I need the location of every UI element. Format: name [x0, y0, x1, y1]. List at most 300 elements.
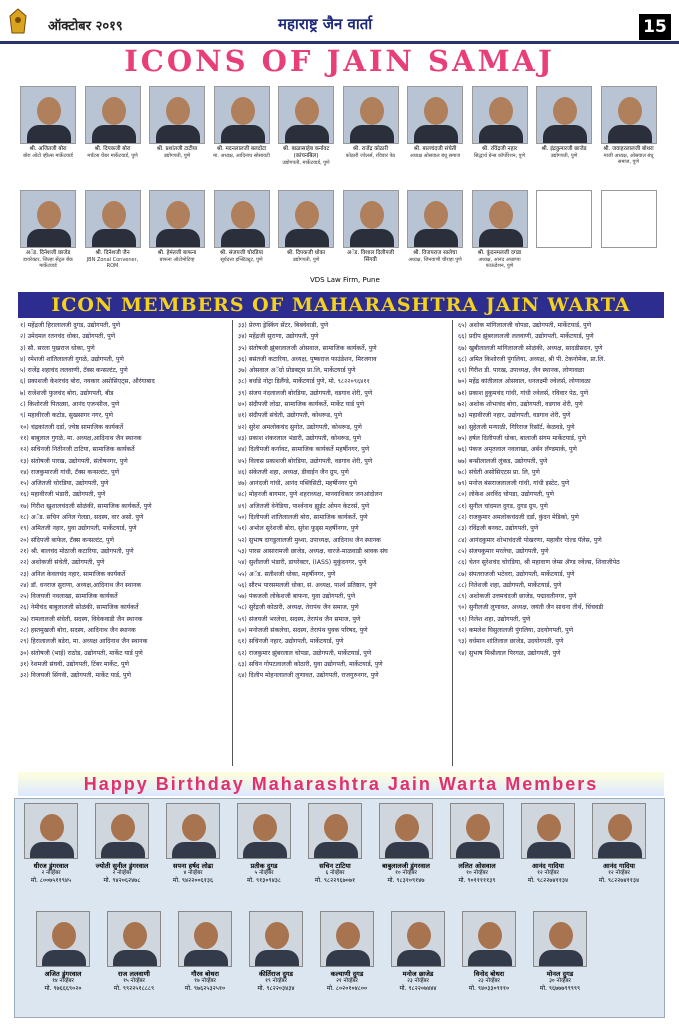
issue-date: ऑक्टोबर २०१९	[48, 19, 123, 34]
member-entry: २४) डॉ. धनराज सुराणा, अध्यक्ष,आदिनाथ जैन स्थानक	[20, 581, 142, 589]
portrait-photo	[36, 911, 90, 967]
member-name: ललित ओसवाल	[458, 862, 496, 870]
person-description: मर्चंटस चेंबर मार्केटयार्ड, पुणे	[87, 153, 138, 159]
member-entry: ३५) संतोषजी झुंबरलालजी ओसवाल, सामाजिक कार्यकर्ते, पुणे	[238, 344, 377, 352]
portrait-body	[414, 125, 458, 144]
portrait-body	[350, 125, 394, 144]
icon-person	[405, 190, 465, 263]
mobile-number: मो. ९८३१०९१४७	[387, 877, 425, 884]
portrait-photo	[85, 86, 141, 144]
portrait-body	[326, 950, 370, 967]
blank-photo	[536, 190, 592, 248]
birthday-date: २३ नोव्हेंबर	[407, 978, 429, 984]
portrait-photo	[379, 803, 433, 859]
portrait-photo	[521, 803, 575, 859]
icon-person	[599, 86, 659, 165]
portrait-photo	[85, 190, 141, 248]
portrait-photo	[24, 803, 78, 859]
portrait-photo	[278, 86, 334, 144]
member-entry: ७६) पंकज अमृतलाल नवलाखा, अर्बन लॅण्डमार्क, पुणे	[458, 446, 577, 454]
member-name: गौरव बोथरा	[191, 970, 219, 978]
member-entry: ५८) सुरेंद्रजी कोठारी, अध्यक्ष, तेरापंथ जैन समाज, पुणे	[238, 604, 359, 612]
portrait-head	[295, 97, 319, 125]
birthday-date: १७ नोव्हेंबर	[194, 978, 216, 984]
portrait-head	[360, 97, 384, 125]
empty-photo-slot	[534, 190, 594, 248]
portrait-photo	[178, 911, 232, 967]
member-entry: ८३) रविंद्रजी बनवट, उद्योगपती, पुणे	[458, 525, 539, 533]
member-entry: ७) राजेशजी फुलचंद बोरा, उद्योगपती, बीड	[20, 389, 114, 397]
portrait-photo	[407, 86, 463, 144]
member-name: सचिन टाटिया	[319, 862, 351, 870]
person-description: कोठारी ज्वेलर्स, रविवार पेठ	[345, 153, 396, 159]
member-entry: ६८) अमित किशोरजी पुंगलिया, अध्यक्ष, श्री पी. टेकनोमेक, प्रा.लि.	[458, 355, 606, 363]
member-entry: ९३) वर्धमान शांतिलाल छाजेड, उदयोगपती, पुणे	[458, 638, 564, 646]
member-entry: ३९) संजय नंदलालजी बोरडिया, उद्योगपती, वडगाव शेरी, पुणे	[238, 389, 373, 397]
portrait-body	[184, 950, 228, 967]
empty-photo-slot	[599, 190, 659, 248]
member-name: सपना हर्षद लोढा	[173, 862, 213, 870]
member-entry: २६) नेमीचंद बाबुलालजी सोळंकी, सामाजिक कार्यकर्ते	[20, 604, 139, 612]
portrait-head	[166, 201, 190, 229]
member-entry: ७९) मनोज बंसराजलालजी गांधी, गांधी इस्टेट, पुणे	[458, 480, 570, 488]
birthday-date: १२ नोव्हेंबर	[537, 870, 559, 876]
page-number: 15	[639, 14, 671, 40]
icon-person	[212, 86, 272, 159]
portrait-body	[314, 842, 358, 859]
icon-person	[534, 86, 594, 159]
member-entry: ५०) दिलीपजी शांतिलालजी बोरा, सामाजिक कार्यकर्ते, पुणे	[238, 514, 368, 522]
member-entry: ५४) सुशीलजी भंडारी, डायरेक्टर, (IASS) मुकुंदनगर, पुणे	[238, 559, 367, 567]
member-entry: २) उमेदमल रतनचंद धोका, उद्योगपती, पुणे	[20, 333, 116, 341]
jain-emblem-icon	[6, 8, 30, 34]
portrait-body	[113, 950, 157, 967]
member-entry: ३२) विजयजी सिंगवी, उद्योगपती, मार्केट यार्ड, पुणे	[20, 672, 131, 680]
member-entry: १७) गिरीश खुशालचंदजी सोळंकी, सामाजिक कार्यकर्ते, पुणे	[20, 502, 152, 510]
member-entry: ६६) प्रदीप झुंबरलालजी ललवाणी, उद्योगपती, मार्केटयार्ड, पुणे	[458, 333, 594, 341]
member-entry: ७२) अशोक शोभाचंद बोरा, उद्योगपती, वडगाव शेरी, पुणे	[458, 401, 583, 409]
member-entry: ९) महावीरजी कटोड, सुखसागर नगर, पुणे	[20, 412, 114, 420]
member-name: आनंद गादिया	[532, 862, 564, 870]
birthday-date: १९ नोव्हेंबर	[265, 978, 287, 984]
member-name: मनोज छाजेड	[402, 970, 434, 978]
portrait-photo	[343, 190, 399, 248]
portrait-body	[255, 950, 299, 967]
person-name: अॅड. विशाल दिलीपजी सिंगवी	[346, 250, 395, 263]
portrait-photo	[391, 911, 445, 967]
member-entry: ८७) संपतराजजी भटेवरा, उद्योगपती, मार्केटयार्ड, पुणे	[458, 570, 575, 578]
portrait-photo	[450, 803, 504, 859]
icon-person	[18, 190, 78, 269]
portrait-photo	[249, 911, 303, 967]
member-name: कीर्तिराज दुगड	[258, 970, 294, 978]
icon-person	[83, 86, 143, 159]
member-entry: ८०) लोकेश अरविंद चोपडा, उद्योगपती, पुणे	[458, 491, 554, 499]
member-name: विनोद बोथरा	[473, 970, 505, 978]
birthday-member	[159, 803, 227, 885]
portrait-photo	[20, 86, 76, 144]
members-column-3	[458, 320, 672, 659]
portrait-body	[156, 125, 200, 144]
portrait-body	[172, 842, 216, 859]
member-name: कल्याणी दुगड	[330, 970, 364, 978]
member-entry: ४२) सुरेश अमलोकचंद सुनोत, उद्योगपती, कोथरूड, पुणे	[238, 423, 362, 431]
birthday-member	[514, 803, 582, 885]
member-entry: ११) बाबुलाल गुगळे, मा. अध्यक्ष,आदिनाथ जैन स्थानक	[20, 434, 142, 442]
vds-caption: VDS Law Firm, Pune	[310, 276, 380, 284]
portrait-body	[527, 842, 571, 859]
member-entry: ६५) अशोक मांगिलालजी चोपडा, उद्योगपती, मार्केटयार्ड, पुणे	[458, 322, 592, 329]
birthday-date: २३ नोव्हेंबर	[478, 978, 500, 984]
person-name: श्री. प्रशांतजी टाटीया	[156, 146, 198, 152]
portrait-body	[456, 842, 500, 859]
member-entry: १३) संतोषजी पारख, उद्योगपती, संतोषनगर, पुणे	[20, 457, 128, 465]
person-description: अध्यक्ष ओसवाल बंधू समाज	[409, 153, 461, 159]
portrait-head	[407, 922, 431, 949]
member-entry: २२) अशोकजी संचेती, उद्योगपती, पुणे	[20, 559, 105, 567]
person-name: श्री. इंद्रकुमारजी छाजेड	[541, 146, 587, 152]
member-entry: ९०) सुनीलजी लुणावत, अध्यक्ष, जयंती जैन साधना तीर्थ, चिंचवडी	[458, 604, 604, 612]
mobile-number: मो. ९८२२०७४४४	[399, 985, 437, 992]
birthday-member	[242, 911, 310, 993]
member-entry: १९) अमितजी नहार, युवा उद्योगपती, मार्केटयार्ड, पुणे	[20, 525, 137, 533]
portrait-body	[30, 842, 74, 859]
member-entry: ४८) मोहनजी बागमार, पुणे शहराध्यक्ष, मानवाधिकार जनआंदोलन	[238, 491, 383, 499]
birthday-member	[171, 911, 239, 993]
birthday-date: ३० नोव्हेंबर	[549, 978, 571, 984]
portrait-head	[478, 922, 502, 949]
portrait-head	[231, 97, 255, 125]
birthday-member	[372, 803, 440, 885]
member-name: अजित डुंगरवाल	[44, 970, 82, 978]
portrait-photo	[536, 86, 592, 144]
icon-person	[470, 190, 530, 269]
member-entry: ७१) प्रकाश हुकुमचंद गांधी, गांधी ज्वेलर्स, रविवार पेठ, पुणे	[458, 389, 589, 397]
birthday-member	[443, 803, 511, 885]
person-name: श्री. मदनलालजी बलदोटा	[216, 146, 267, 152]
birthday-date: १० नोव्हेंबर	[395, 870, 417, 876]
member-entry: ६१) सचिनजी नहार, उद्योगपती, मार्केटयार्ड, पुणे	[238, 638, 344, 646]
icon-person	[147, 190, 207, 263]
person-name: श्री. कुंदनमलजी दगडा	[477, 250, 522, 256]
portrait-body	[479, 229, 523, 248]
member-entry: २७) रामलालजी संचेती, सदस्य, विवेकवाडी जैन स्थानक	[20, 615, 143, 623]
member-entry: ८८) नितेशजी शहा, उद्योगपती, मार्केटयार्ड, पुणे	[458, 581, 562, 589]
portrait-body	[27, 229, 71, 248]
portrait-head	[253, 814, 277, 841]
member-entry: ३) सौ. सरला पुखराज धोका, पुणे	[20, 344, 95, 352]
portrait-photo	[166, 803, 220, 859]
portrait-head	[182, 814, 206, 841]
portrait-body	[385, 842, 429, 859]
member-entry: १) महेंद्रजी हिरालालजी दुगड, उद्योगपती, पुणे	[20, 322, 121, 329]
members-heading: ICON MEMBERS OF MAHARASHTRA JAIN WARTA	[18, 292, 664, 318]
icon-person	[341, 190, 401, 264]
portrait-head	[194, 922, 218, 949]
portrait-photo	[308, 803, 362, 859]
member-entry: ४) रमेशजी शांतिलालजी गुगळे, उद्योगपती, पुणे	[20, 355, 124, 363]
person-description: बाफना ऑटोमोटिव्ह	[159, 257, 195, 263]
mobile-number: मो. ८००७५११९४५	[30, 877, 72, 884]
member-entry: ७४) सुहेलजी मन्याळी, गिरिराज रिसॉर्ट, केळवडे, पुणे	[458, 423, 575, 431]
portrait-body	[285, 229, 329, 248]
portrait-head	[489, 97, 513, 125]
portrait-body	[101, 842, 145, 859]
member-entry: १६) महावीरजी भंडारी, उद्योगपती, पुणे	[20, 491, 106, 499]
mobile-number: मो. ९४०३३०९११०	[468, 985, 510, 992]
member-entry: ६०) मनोजजी संकलेचा, सदस्य, तेरापंथ युवक परिषद, पुणे	[238, 627, 368, 635]
member-name: मोनल दुगड	[546, 970, 574, 978]
person-name: श्री. दिपकजी बोरा	[94, 146, 131, 152]
mobile-number: मो. ९७६२५३२५१०	[184, 985, 226, 992]
member-entry: ३४) महेंद्रजी सुराणा, उद्योगपती, पुणे	[238, 333, 319, 341]
portrait-body	[27, 125, 71, 144]
member-entry: ४४) दिलीपजी कर्नावट, सामाजिक कार्यकर्ते महर्षीनगर, पुणे	[238, 446, 370, 454]
member-entry: ९२) कमलेश घिसुलालजी पुंगलिया, उदयोगपती, पुणे	[458, 627, 574, 635]
member-entry: ३७) ओसवाल अॅग्रो प्रोडक्ट्स प्रा.लि, मार्केटयार्ड पुणे	[238, 367, 356, 375]
member-entry: ९१) निलेश शहा, उद्योगपती, पुणे	[458, 615, 531, 623]
person-name: श्री. अजितजी बोरा	[29, 146, 67, 152]
portrait-body	[468, 950, 512, 967]
person-name: अॅड. दिनेशजी छाजेड	[25, 250, 71, 256]
portrait-head	[52, 922, 76, 949]
portrait-photo	[20, 190, 76, 248]
birthday-member	[585, 803, 653, 885]
portrait-body	[92, 125, 136, 144]
portrait-body	[92, 229, 136, 248]
icons-grid	[18, 86, 664, 292]
member-entry: ८) किशोरजी पितळ्या, आनंद एजन्सीज, पुणे	[20, 401, 120, 409]
person-name: श्री. जवाहरलालजी बोथरा	[603, 146, 654, 152]
portrait-head	[295, 201, 319, 229]
portrait-photo	[214, 190, 270, 248]
person-description: उद्योगपती, मार्केटयार्ड, पुणे	[282, 160, 330, 166]
portrait-body	[243, 842, 287, 859]
icon-person	[276, 190, 336, 263]
member-name: आनंद गादिया	[603, 862, 635, 870]
portrait-head	[102, 201, 126, 229]
person-name: श्री. राजेंद्र कोठारी	[352, 146, 389, 152]
publication-title: महाराष्ट्र जैन वार्ता	[278, 15, 373, 33]
portrait-body	[350, 229, 394, 248]
portrait-photo	[107, 911, 161, 967]
member-entry: ४१) संदीपजी संचेती, उद्योगपती, कोथरूड, पुणे	[238, 412, 343, 420]
portrait-head	[166, 97, 190, 125]
person-description: बोरा ओटो व्हील्स मार्केटयार्ड	[23, 153, 73, 159]
birthday-date: २ नोव्हेंबर	[41, 870, 61, 876]
member-entry: २०) संदिपजी बाफेल, टॅक्स कन्सल्टंट, पुणे	[20, 536, 114, 544]
person-name: श्री. बालचंदजी संचेती	[413, 146, 457, 152]
person-description: JBN Zonal Convener, ROM	[86, 257, 139, 269]
birthday-date: ६ नोव्हेंबर	[325, 870, 345, 876]
portrait-body	[285, 125, 329, 144]
member-entry: २५) विजयजी नवलाखा, सामाजिक कार्यकर्ते	[20, 593, 118, 601]
column-divider	[452, 320, 453, 766]
member-name: बाबुलालजी डुंगरवाल	[382, 862, 430, 870]
mobile-number: मो. ९८२२९६७०७१	[314, 877, 356, 884]
person-name: श्री. बाळासाहेब कर्नावट (कांचनबिल)	[282, 146, 330, 159]
member-entry: ६४) दिलीप मोहनलालजी लुणावत, उद्योगपती, राजगुरुनगर, पुणे	[238, 672, 379, 680]
person-name: श्री. विजयराज सालेचा	[413, 250, 457, 256]
person-description: सिद्धार्थ ग्रेन्स कॉर्पोरेशन, पुणे	[473, 153, 526, 159]
birthday-member	[88, 803, 156, 885]
person-description: उद्योगपती, पुणे	[292, 257, 320, 263]
member-entry: ७३) महावीरजी नहार, उद्योगपती, वडगाव शेरी, पुणे	[458, 412, 571, 420]
portrait-head	[489, 201, 513, 229]
portrait-body	[221, 125, 265, 144]
member-entry: ७०) महेंद्र कांतीलाल ओसवाल, धनलक्ष्मी ज्वेलर्स, लोणावळा	[458, 378, 591, 386]
member-entry: १०) चंद्रकांतजी दर्डा, ज्येष्ठ सामाजिक कार्यकर्ते	[20, 423, 124, 431]
mobile-number: मो. ९९२२५१८८८९	[113, 985, 155, 992]
member-entry: ५३) पारस आसारामजी छाजेड, अध्यक्ष, वारजे-माळवाडी श्रावक संघ	[238, 547, 388, 555]
member-entry: २८) हस्तमुखजी बोरा, सदस्य, आदिनाथ जैन स्थानक	[20, 627, 136, 635]
member-entry: ८५) संजयकुमार मरलेचा, उद्योगपती, पुणे	[458, 547, 549, 555]
member-name: राज ललवाणी	[118, 970, 150, 978]
member-entry: २९) हिरालालजी बडेरा, मा. अध्यक्ष आदिनाथ जैन स्थानक	[20, 638, 148, 646]
birthday-member	[313, 911, 381, 993]
portrait-photo	[533, 911, 587, 967]
mobile-number: मो. ९८२२०३४३४	[257, 985, 295, 992]
page-header	[0, 0, 679, 44]
member-entry: १५) अजितजी चोरडिया, उद्योगपती, पुणे	[20, 480, 109, 488]
portrait-head	[608, 814, 632, 841]
portrait-body	[608, 125, 652, 144]
member-entry: ३६) बसंतजी कटारिया, अध्यक्ष, पुष्कराज फाउंडेशन, मिरजगाव	[238, 355, 377, 363]
member-entry: ७८) संचेती असोसिएटस प्रा. लि, पुणे	[458, 468, 540, 476]
members-column-1	[20, 320, 234, 682]
birthday-date: २१ नोव्हेंबर	[336, 978, 358, 984]
portrait-head	[553, 97, 577, 125]
person-description: उद्योगपती, पुणे	[550, 153, 578, 159]
birthday-member	[455, 911, 523, 993]
member-entry: ४९) अजितजी वेनेडिया, पार्श्वनाथ ह्युईट ओपन केटरर्स, पुणे	[238, 502, 370, 510]
member-name: धीरज डुंगरवाल	[33, 862, 69, 870]
portrait-photo	[601, 86, 657, 144]
member-entry: ८४) आनंदकुमार शोभाचंदजी पोखरणा, महावीर गोल्ड पॅलेस, पुणे	[458, 536, 602, 544]
portrait-head	[102, 97, 126, 125]
member-entry: ५२) सुभाष दागडुलालजी मुथ्था, उपाध्यक्ष, आदिनाथ जैन स्थानक	[238, 536, 381, 544]
person-description: अध्यक्ष, आनंद अच्छप्पा फाऊंडेशन, पुणे	[478, 257, 521, 269]
member-name: प्रतीक दुगड	[250, 862, 278, 870]
portrait-photo	[343, 86, 399, 144]
portrait-head	[111, 814, 135, 841]
portrait-body	[539, 950, 583, 967]
portrait-photo	[149, 190, 205, 248]
mobile-number: मो. ८०२०१०४८००	[326, 985, 368, 992]
icon-person	[147, 86, 207, 159]
portrait-photo	[407, 190, 463, 248]
member-entry: ६२) राजकुमार झुंबरलाल चोपडा, उद्योगपती, मार्केटयार्ड, पुणे	[238, 649, 372, 657]
person-description: डायरेक्टर, जिल्हा सेंट्रल बँक मार्केटयार्ड	[23, 257, 73, 269]
member-entry: ५५) अॅड. सतीशजी धोका, महर्षीनगर, पुणे	[238, 570, 336, 578]
mobile-number: मो. ९०१११११३९	[458, 877, 496, 884]
portrait-head	[40, 814, 64, 841]
member-entry: ७७) बन्सीलालजी लुंकड, उद्योगपती, पुणे	[458, 457, 548, 465]
portrait-photo	[592, 803, 646, 859]
icon-person	[276, 86, 336, 166]
person-description: माजी अध्यक्ष, ओसवाल बंधू समाज, पुणे	[603, 153, 654, 165]
member-entry: ५९) संजयजी भरलेचा, सदस्य, तेरापंथ जैन समाज, पुणे	[238, 615, 361, 623]
member-entry: ४०) संदीपजी लोढा, सामाजिक कार्यकर्ते, मार्केट यार्ड पुणे	[238, 401, 365, 409]
member-entry: ८६) चेतन सुरेशचंद चोरडिया, श्री महावाण जेम्स ॲण्ड ज्वेल्स, शिवाजीपेठ	[458, 559, 620, 567]
portrait-head	[336, 922, 360, 949]
portrait-body	[598, 842, 642, 859]
member-entry: १२) सचिनजी नितीनजी टाटिया, सामाजिक कार्यकर्ते	[20, 446, 135, 454]
portrait-photo	[462, 911, 516, 967]
birthday-date: १० नोव्हेंबर	[466, 870, 488, 876]
portrait-photo	[237, 803, 291, 859]
member-entry: ३०) संतोषजी (भाई) राठोड, उद्योगपती, मार्केट यार्ड पुणे	[20, 649, 143, 657]
birthday-date: ४ नोव्हेंबर	[183, 870, 203, 876]
member-entry: ३३) प्रेरणा ड्रेस्किंग सेंटर, बिबवेवाडी, पुणे	[238, 322, 329, 329]
portrait-head	[537, 814, 561, 841]
portrait-body	[543, 125, 587, 144]
birthday-member	[384, 911, 452, 993]
person-name: श्री. हेमंतजी बाफना	[157, 250, 197, 256]
member-entry: ६७) खुबीलालजी मांगिलालजी सोळंकी, अध्यक्ष, सादडीसदन, पुणे	[458, 344, 603, 352]
portrait-head	[265, 922, 289, 949]
person-description: सूर्यदत्ता इन्स्टिट्यूट, पुणे	[220, 257, 263, 263]
person-name: श्री. दिनेशजी जैन	[95, 250, 130, 256]
birthday-member	[29, 911, 97, 993]
portrait-head	[324, 814, 348, 841]
portrait-head	[360, 201, 384, 229]
icon-person	[341, 86, 401, 159]
birthday-member	[17, 803, 85, 885]
portrait-body	[42, 950, 86, 967]
member-name: ज्योती सुनील डुंगरवाल	[95, 862, 149, 870]
portrait-head	[618, 97, 642, 125]
icons-heading: ICONS OF JAIN SAMAJ	[124, 44, 555, 78]
member-entry: ५१) अभोल सुरेशजी बोरा, सुरेश फूड्स महर्षीनगर, पुणे	[238, 525, 359, 533]
portrait-photo	[472, 190, 528, 248]
portrait-photo	[472, 86, 528, 144]
person-name: श्री. दिपकजी धोका	[286, 250, 326, 256]
portrait-head	[466, 814, 490, 841]
portrait-head	[231, 201, 255, 229]
icon-person	[83, 190, 143, 269]
portrait-body	[479, 125, 523, 144]
birthday-member	[526, 911, 594, 993]
person-description: उद्योगपती, पुणे	[163, 153, 191, 159]
portrait-head	[37, 201, 61, 229]
member-entry: ५) राजेंद्र शहाचंद ललवाणी, टॅक्स कन्सल्टंट, पुणे	[20, 367, 128, 375]
portrait-photo	[320, 911, 374, 967]
member-entry: ३१) रेशमजी संघवी, उद्योगपती, टिंबर मार्केट, पुणे	[20, 660, 130, 668]
portrait-photo	[95, 803, 149, 859]
birthday-member	[100, 911, 168, 993]
portrait-body	[414, 229, 458, 248]
birthday-date: २ नोव्हेंबर	[112, 870, 132, 876]
birthday-date: १४ नोव्हेंबर	[52, 978, 74, 984]
portrait-head	[424, 97, 448, 125]
portrait-body	[221, 229, 265, 248]
person-name: श्री. संजयजी चोरडिया	[219, 250, 264, 256]
portrait-body	[397, 950, 441, 967]
birthday-heading: Happy Birthday Maharashtra Jain Warta Members	[18, 772, 664, 796]
member-entry: ३८) बर्धाडे नोट्रा डिलैंग्डे, मार्केटयार्ड पुणे, मो. ९८२२०९६४११	[238, 378, 370, 386]
mobile-number: मो. ९८२२७४११३४	[598, 877, 640, 884]
member-entry: ४५) विलास प्रकाशजी बोरडिया, उद्योगपती, वडगाव शेरी, पुणे	[238, 457, 373, 465]
member-entry: १४) राजकुमारजी गांधी, टॅक्स कन्सल्टंट, पुणे	[20, 468, 120, 476]
birthday-date: १५ नोव्हेंबर	[123, 978, 145, 984]
portrait-photo	[149, 86, 205, 144]
person-name: श्री. रविंद्रजी नहार	[481, 146, 518, 152]
icon-person	[405, 86, 465, 159]
birthday-date: १२ नोव्हेंबर	[608, 870, 630, 876]
birthday-member	[230, 803, 298, 885]
mobile-number: मो. ९१३०९४३८	[247, 877, 281, 884]
